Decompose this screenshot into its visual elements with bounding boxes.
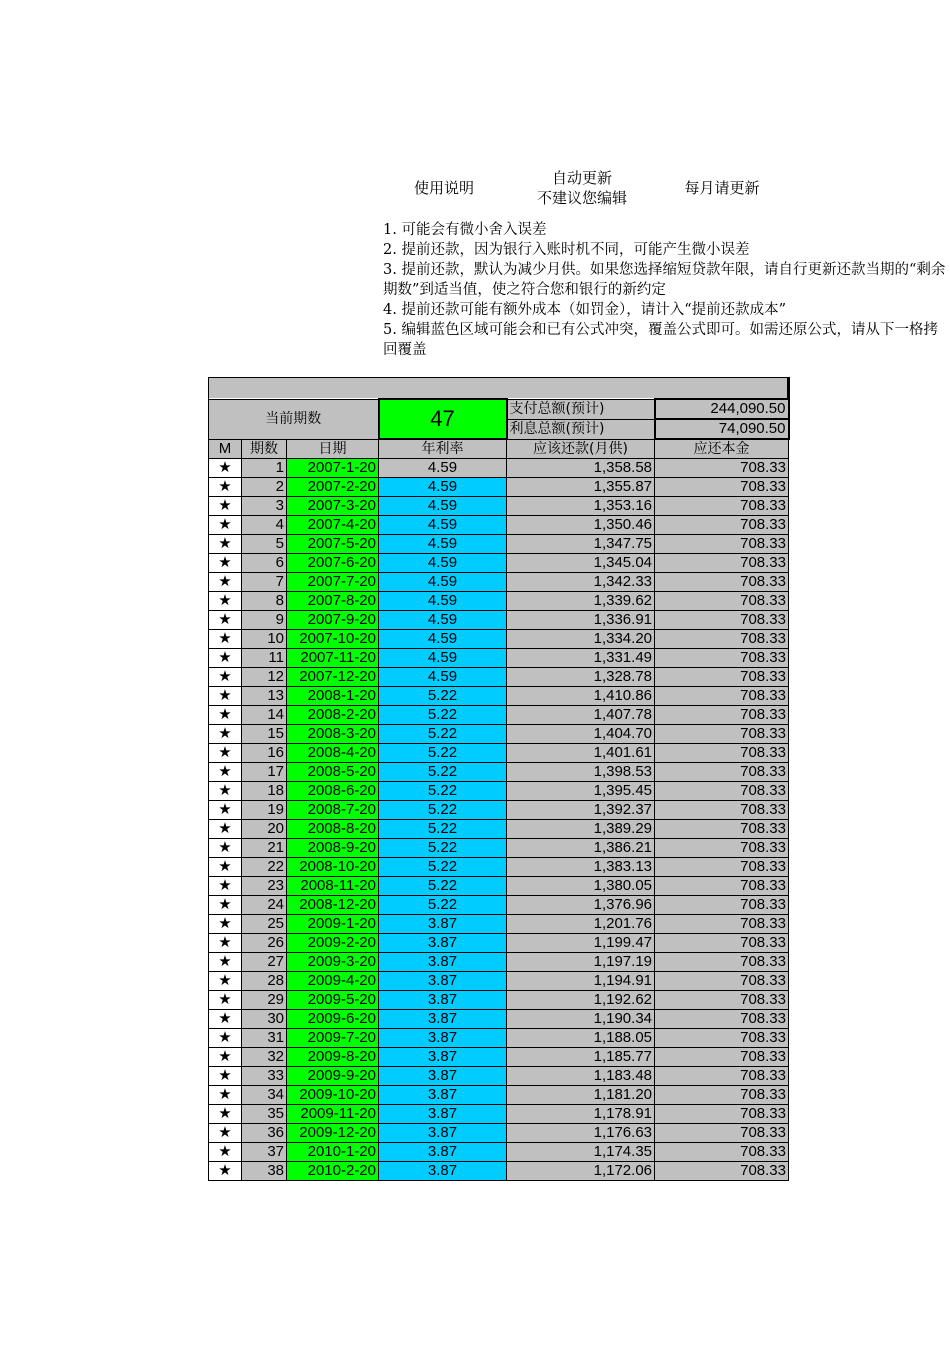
marker-star: ★ xyxy=(209,1029,242,1048)
table-row xyxy=(209,1162,789,1181)
payment-cell: 1,174.35 xyxy=(507,1143,655,1162)
period-cell: 25 xyxy=(242,915,287,934)
marker-star: ★ xyxy=(209,801,242,820)
marker-star: ★ xyxy=(209,934,242,953)
date-cell[interactable]: 2007-2-20 xyxy=(287,478,379,497)
period-cell: 7 xyxy=(242,573,287,592)
payment-cell: 1,192.62 xyxy=(507,991,655,1010)
rate-cell[interactable]: 5.22 xyxy=(379,706,507,725)
table-row xyxy=(209,953,789,972)
principal-cell: 708.33 xyxy=(655,573,789,592)
marker-star: ★ xyxy=(209,1124,242,1143)
rate-cell[interactable]: 3.87 xyxy=(379,1086,507,1105)
table-row xyxy=(209,1124,789,1143)
date-cell[interactable]: 2008-11-20 xyxy=(287,877,379,896)
marker-star: ★ xyxy=(209,1086,242,1105)
title-bar xyxy=(209,378,789,400)
payment-cell: 1,339.62 xyxy=(507,592,655,611)
date-cell[interactable]: 2008-6-20 xyxy=(287,782,379,801)
marker-star: ★ xyxy=(209,839,242,858)
date-cell[interactable]: 2008-7-20 xyxy=(287,801,379,820)
period-cell: 14 xyxy=(242,706,287,725)
table-row xyxy=(209,592,789,611)
marker-star: ★ xyxy=(209,687,242,706)
rate-cell[interactable]: 5.22 xyxy=(379,839,507,858)
payment-cell: 1,392.37 xyxy=(507,801,655,820)
payment-cell: 1,334.20 xyxy=(507,630,655,649)
payment-cell: 1,407.78 xyxy=(507,706,655,725)
rate-cell[interactable]: 3.87 xyxy=(379,934,507,953)
date-cell[interactable]: 2008-4-20 xyxy=(287,744,379,763)
col-header-principal: 应还本金 xyxy=(655,439,789,459)
date-cell[interactable]: 2009-6-20 xyxy=(287,1010,379,1029)
rate-cell[interactable]: 4.59 xyxy=(379,554,507,573)
period-cell: 35 xyxy=(242,1105,287,1124)
marker-star: ★ xyxy=(209,649,242,668)
payment-cell: 1,345.04 xyxy=(507,554,655,573)
period-cell: 30 xyxy=(242,1010,287,1029)
period-cell: 32 xyxy=(242,1048,287,1067)
period-cell: 12 xyxy=(242,668,287,687)
payment-cell: 1,331.49 xyxy=(507,649,655,668)
rate-cell[interactable]: 3.87 xyxy=(379,1029,507,1048)
payment-cell: 1,194.91 xyxy=(507,972,655,991)
color-legend xyxy=(383,168,950,208)
rate-cell[interactable]: 3.87 xyxy=(379,1162,507,1181)
total-paid-label: 支付总额(预计) xyxy=(507,399,655,419)
principal-cell: 708.33 xyxy=(655,497,789,516)
date-cell[interactable]: 2007-6-20 xyxy=(287,554,379,573)
date-cell[interactable]: 2009-2-20 xyxy=(287,934,379,953)
payment-cell: 1,183.48 xyxy=(507,1067,655,1086)
table-row xyxy=(209,630,789,649)
marker-star: ★ xyxy=(209,991,242,1010)
rate-cell[interactable]: 3.87 xyxy=(379,972,507,991)
interest-total-value: 74,090.50 xyxy=(655,419,789,439)
period-cell: 6 xyxy=(242,554,287,573)
marker-star: ★ xyxy=(209,706,242,725)
rate-cell[interactable]: 3.87 xyxy=(379,991,507,1010)
table-row xyxy=(209,725,789,744)
rate-cell[interactable]: 5.22 xyxy=(379,820,507,839)
table-row xyxy=(209,991,789,1010)
payment-cell: 1,328.78 xyxy=(507,668,655,687)
period-cell: 23 xyxy=(242,877,287,896)
table-row xyxy=(209,877,789,896)
date-cell[interactable]: 2009-11-20 xyxy=(287,1105,379,1124)
principal-cell: 708.33 xyxy=(655,725,789,744)
table-row xyxy=(209,972,789,991)
rate-cell[interactable]: 5.22 xyxy=(379,858,507,877)
col-header-m: M xyxy=(209,439,242,459)
table-row xyxy=(209,801,789,820)
rate-cell[interactable]: 4.59 xyxy=(379,478,507,497)
principal-cell: 708.33 xyxy=(655,744,789,763)
table-row xyxy=(209,516,789,535)
table-row xyxy=(209,478,789,497)
rate-cell[interactable]: 5.22 xyxy=(379,725,507,744)
rate-cell[interactable]: 5.22 xyxy=(379,801,507,820)
current-period-value[interactable]: 47 xyxy=(379,399,507,439)
marker-star: ★ xyxy=(209,820,242,839)
note-2: 2. 提前还款，因为银行入账时机不同，可能产生微小误差 xyxy=(383,242,750,258)
rate-cell[interactable]: 3.87 xyxy=(379,1010,507,1029)
marker-star: ★ xyxy=(209,1105,242,1124)
date-cell[interactable]: 2007-1-20 xyxy=(287,459,379,478)
interest-total-label: 利息总额(预计) xyxy=(507,419,655,439)
legend-monthly-update: 每月请更新 xyxy=(684,179,760,197)
principal-cell: 708.33 xyxy=(655,668,789,687)
payment-cell: 1,347.75 xyxy=(507,535,655,554)
date-cell[interactable]: 2007-8-20 xyxy=(287,592,379,611)
principal-cell: 708.33 xyxy=(655,782,789,801)
principal-cell: 708.33 xyxy=(655,820,789,839)
marker-star: ★ xyxy=(209,744,242,763)
marker-star: ★ xyxy=(209,459,242,478)
payment-cell: 1,358.58 xyxy=(507,459,655,478)
marker-star: ★ xyxy=(209,877,242,896)
table-row xyxy=(209,1010,789,1029)
date-cell[interactable]: 2008-3-20 xyxy=(287,725,379,744)
period-cell: 24 xyxy=(242,896,287,915)
principal-cell: 708.33 xyxy=(655,972,789,991)
table-row xyxy=(209,573,789,592)
legend-usage: 使用说明 xyxy=(413,179,474,197)
period-cell: 31 xyxy=(242,1029,287,1048)
rate-cell[interactable]: 3.87 xyxy=(379,953,507,972)
table-row xyxy=(209,1086,789,1105)
note-4: 4. 提前还款可能有额外成本（如罚金），请计入“提前还款成本” xyxy=(383,302,787,318)
period-cell: 10 xyxy=(242,630,287,649)
period-cell: 36 xyxy=(242,1124,287,1143)
payment-cell: 1,386.21 xyxy=(507,839,655,858)
rate-cell[interactable]: 4.59 xyxy=(379,516,507,535)
date-cell[interactable]: 2009-4-20 xyxy=(287,972,379,991)
marker-star: ★ xyxy=(209,573,242,592)
date-cell[interactable]: 2007-11-20 xyxy=(287,649,379,668)
period-cell: 19 xyxy=(242,801,287,820)
principal-cell: 708.33 xyxy=(655,896,789,915)
payment-cell: 1,355.87 xyxy=(507,478,655,497)
date-cell[interactable]: 2009-3-20 xyxy=(287,953,379,972)
table-row xyxy=(209,782,789,801)
date-cell[interactable]: 2008-2-20 xyxy=(287,706,379,725)
period-cell: 20 xyxy=(242,820,287,839)
principal-cell: 708.33 xyxy=(655,687,789,706)
rate-cell[interactable]: 3.87 xyxy=(379,1105,507,1124)
payment-cell: 1,398.53 xyxy=(507,763,655,782)
period-cell: 15 xyxy=(242,725,287,744)
date-cell[interactable]: 2008-10-20 xyxy=(287,858,379,877)
marker-star: ★ xyxy=(209,497,242,516)
table-row xyxy=(209,1067,789,1086)
period-cell: 1 xyxy=(242,459,287,478)
table-row xyxy=(209,611,789,630)
rate-cell[interactable]: 5.22 xyxy=(379,877,507,896)
payment-cell: 1,410.86 xyxy=(507,687,655,706)
table-row xyxy=(209,668,789,687)
date-cell[interactable]: 2009-12-20 xyxy=(287,1124,379,1143)
payment-cell: 1,181.20 xyxy=(507,1086,655,1105)
title-bar-row xyxy=(209,378,789,400)
table-row xyxy=(209,706,789,725)
marker-star: ★ xyxy=(209,953,242,972)
date-cell[interactable]: 2009-5-20 xyxy=(287,991,379,1010)
table-row xyxy=(209,649,789,668)
period-cell: 2 xyxy=(242,478,287,497)
marker-star: ★ xyxy=(209,725,242,744)
date-cell[interactable]: 2007-7-20 xyxy=(287,573,379,592)
principal-cell: 708.33 xyxy=(655,1162,789,1181)
marker-star: ★ xyxy=(209,763,242,782)
principal-cell: 708.33 xyxy=(655,1029,789,1048)
marker-star: ★ xyxy=(209,478,242,497)
period-cell: 22 xyxy=(242,858,287,877)
principal-cell: 708.33 xyxy=(655,1067,789,1086)
table-row xyxy=(209,839,789,858)
rate-cell[interactable]: 4.59 xyxy=(379,630,507,649)
payment-cell: 1,336.91 xyxy=(507,611,655,630)
period-cell: 37 xyxy=(242,1143,287,1162)
rate-cell[interactable]: 5.22 xyxy=(379,687,507,706)
period-cell: 28 xyxy=(242,972,287,991)
marker-star: ★ xyxy=(209,1067,242,1086)
marker-star: ★ xyxy=(209,782,242,801)
principal-cell: 708.33 xyxy=(655,1048,789,1067)
principal-cell: 708.33 xyxy=(655,478,789,497)
marker-star: ★ xyxy=(209,516,242,535)
table-row xyxy=(209,744,789,763)
marker-star: ★ xyxy=(209,535,242,554)
rate-cell[interactable]: 4.59 xyxy=(379,535,507,554)
table-row xyxy=(209,1048,789,1067)
payment-cell: 1,401.61 xyxy=(507,744,655,763)
table-row xyxy=(209,858,789,877)
rate-cell[interactable]: 3.87 xyxy=(379,1048,507,1067)
table-row xyxy=(209,1143,789,1162)
principal-cell: 708.33 xyxy=(655,763,789,782)
period-cell: 4 xyxy=(242,516,287,535)
rate-cell[interactable]: 3.87 xyxy=(379,915,507,934)
principal-cell: 708.33 xyxy=(655,1010,789,1029)
date-cell[interactable]: 2007-10-20 xyxy=(287,630,379,649)
principal-cell: 708.33 xyxy=(655,706,789,725)
marker-star: ★ xyxy=(209,1162,242,1181)
principal-cell: 708.33 xyxy=(655,839,789,858)
period-cell: 9 xyxy=(242,611,287,630)
col-header-rate: 年利率 xyxy=(379,439,507,459)
payment-cell: 1,342.33 xyxy=(507,573,655,592)
rate-cell[interactable]: 4.59 xyxy=(379,497,507,516)
principal-cell: 708.33 xyxy=(655,1086,789,1105)
principal-cell: 708.33 xyxy=(655,877,789,896)
principal-cell: 708.33 xyxy=(655,535,789,554)
rate-cell[interactable]: 4.59 xyxy=(379,573,507,592)
current-period-label: 当前期数 xyxy=(209,399,379,439)
table-row xyxy=(209,1029,789,1048)
payment-cell: 1,176.63 xyxy=(507,1124,655,1143)
date-cell[interactable]: 2008-9-20 xyxy=(287,839,379,858)
marker-star: ★ xyxy=(209,630,242,649)
table-row xyxy=(209,497,789,516)
principal-cell: 708.33 xyxy=(655,630,789,649)
payment-cell: 1,376.96 xyxy=(507,896,655,915)
period-cell: 34 xyxy=(242,1086,287,1105)
rate-cell[interactable]: 3.87 xyxy=(379,1143,507,1162)
marker-star: ★ xyxy=(209,1010,242,1029)
principal-cell: 708.33 xyxy=(655,1143,789,1162)
period-cell: 33 xyxy=(242,1067,287,1086)
payment-cell: 1,395.45 xyxy=(507,782,655,801)
principal-cell: 708.33 xyxy=(655,934,789,953)
payment-cell: 1,178.91 xyxy=(507,1105,655,1124)
loan-schedule-table xyxy=(208,377,790,1181)
table-row xyxy=(209,687,789,706)
date-cell[interactable]: 2010-2-20 xyxy=(287,1162,379,1181)
payment-cell: 1,350.46 xyxy=(507,516,655,535)
principal-cell: 708.33 xyxy=(655,649,789,668)
marker-star: ★ xyxy=(209,896,242,915)
date-cell[interactable]: 2009-1-20 xyxy=(287,915,379,934)
date-cell[interactable]: 2010-1-20 xyxy=(287,1143,379,1162)
rate-cell[interactable]: 4.59 xyxy=(379,459,507,478)
payment-cell: 1,190.34 xyxy=(507,1010,655,1029)
principal-cell: 708.33 xyxy=(655,991,789,1010)
payment-cell: 1,197.19 xyxy=(507,953,655,972)
principal-cell: 708.33 xyxy=(655,611,789,630)
col-header-date: 日期 xyxy=(287,439,379,459)
date-cell[interactable]: 2009-7-20 xyxy=(287,1029,379,1048)
date-cell[interactable]: 2007-4-20 xyxy=(287,516,379,535)
rate-cell[interactable]: 4.59 xyxy=(379,611,507,630)
period-cell: 3 xyxy=(242,497,287,516)
marker-star: ★ xyxy=(209,592,242,611)
rate-cell[interactable]: 3.87 xyxy=(379,1124,507,1143)
period-cell: 17 xyxy=(242,763,287,782)
total-paid-value: 244,090.50 xyxy=(655,399,789,419)
principal-cell: 708.33 xyxy=(655,801,789,820)
note-3: 3. 提前还款，默认为减少月供。如果您选择缩短贷款年限，请自行更新还款当期的“剩余期数”到适当值，使之符合您和银行的新约定 xyxy=(383,262,946,298)
period-cell: 8 xyxy=(242,592,287,611)
legend-auto-update-line1: 自动更新 xyxy=(551,169,612,187)
marker-star: ★ xyxy=(209,972,242,991)
period-cell: 27 xyxy=(242,953,287,972)
rate-cell[interactable]: 4.59 xyxy=(379,649,507,668)
principal-cell: 708.33 xyxy=(655,459,789,478)
principal-cell: 708.33 xyxy=(655,516,789,535)
table-row xyxy=(209,459,789,478)
period-cell: 18 xyxy=(242,782,287,801)
rate-cell[interactable]: 5.22 xyxy=(379,744,507,763)
payment-cell: 1,201.76 xyxy=(507,915,655,934)
col-header-payment: 应该还款(月供) xyxy=(507,439,655,459)
date-cell[interactable]: 2007-12-20 xyxy=(287,668,379,687)
payment-cell: 1,199.47 xyxy=(507,934,655,953)
principal-cell: 708.33 xyxy=(655,1105,789,1124)
period-cell: 26 xyxy=(242,934,287,953)
col-header-period: 期数 xyxy=(242,439,287,459)
principal-cell: 708.33 xyxy=(655,554,789,573)
rate-cell[interactable]: 3.87 xyxy=(379,1067,507,1086)
principal-cell: 708.33 xyxy=(655,592,789,611)
date-cell[interactable]: 2007-5-20 xyxy=(287,535,379,554)
principal-cell: 708.33 xyxy=(655,1124,789,1143)
payment-cell: 1,172.06 xyxy=(507,1162,655,1181)
principal-cell: 708.33 xyxy=(655,953,789,972)
payment-cell: 1,380.05 xyxy=(507,877,655,896)
column-header-row xyxy=(209,439,789,459)
legend-auto-update-line2: 不建议您编辑 xyxy=(536,189,627,207)
table-row xyxy=(209,820,789,839)
table-row xyxy=(209,535,789,554)
table-row xyxy=(209,763,789,782)
date-cell[interactable]: 2008-5-20 xyxy=(287,763,379,782)
date-cell[interactable]: 2008-8-20 xyxy=(287,820,379,839)
period-cell: 38 xyxy=(242,1162,287,1181)
usage-notes xyxy=(383,220,946,360)
payment-cell: 1,404.70 xyxy=(507,725,655,744)
rate-cell[interactable]: 5.22 xyxy=(379,782,507,801)
period-cell: 16 xyxy=(242,744,287,763)
payment-cell: 1,188.05 xyxy=(507,1029,655,1048)
period-cell: 21 xyxy=(242,839,287,858)
date-cell[interactable]: 2008-1-20 xyxy=(287,687,379,706)
marker-star: ★ xyxy=(209,1048,242,1067)
date-cell[interactable]: 2009-8-20 xyxy=(287,1048,379,1067)
period-cell: 5 xyxy=(242,535,287,554)
summary-row-1 xyxy=(209,399,789,419)
table-row xyxy=(209,1105,789,1124)
table-row xyxy=(209,915,789,934)
marker-star: ★ xyxy=(209,611,242,630)
table-row xyxy=(209,554,789,573)
principal-cell: 708.33 xyxy=(655,915,789,934)
period-cell: 13 xyxy=(242,687,287,706)
note-1: 1. 可能会有微小舍入误差 xyxy=(383,222,547,238)
payment-cell: 1,383.13 xyxy=(507,858,655,877)
rate-cell[interactable]: 5.22 xyxy=(379,763,507,782)
date-cell[interactable]: 2007-3-20 xyxy=(287,497,379,516)
marker-star: ★ xyxy=(209,915,242,934)
marker-star: ★ xyxy=(209,1143,242,1162)
principal-cell: 708.33 xyxy=(655,858,789,877)
marker-star: ★ xyxy=(209,668,242,687)
rate-cell[interactable]: 5.22 xyxy=(379,896,507,915)
rate-cell[interactable]: 4.59 xyxy=(379,668,507,687)
date-cell[interactable]: 2009-9-20 xyxy=(287,1067,379,1086)
marker-star: ★ xyxy=(209,554,242,573)
date-cell[interactable]: 2008-12-20 xyxy=(287,896,379,915)
date-cell[interactable]: 2009-10-20 xyxy=(287,1086,379,1105)
payment-cell: 1,185.77 xyxy=(507,1048,655,1067)
rate-cell[interactable]: 4.59 xyxy=(379,592,507,611)
legend-auto-update xyxy=(523,168,641,208)
period-cell: 11 xyxy=(242,649,287,668)
marker-star: ★ xyxy=(209,858,242,877)
note-5: 5. 编辑蓝色区域可能会和已有公式冲突，覆盖公式即可。如需还原公式，请从下一格拷回覆盖 xyxy=(383,322,938,358)
table-row xyxy=(209,896,789,915)
payment-cell: 1,389.29 xyxy=(507,820,655,839)
date-cell[interactable]: 2007-9-20 xyxy=(287,611,379,630)
payment-cell: 1,353.16 xyxy=(507,497,655,516)
table-row xyxy=(209,934,789,953)
period-cell: 29 xyxy=(242,991,287,1010)
